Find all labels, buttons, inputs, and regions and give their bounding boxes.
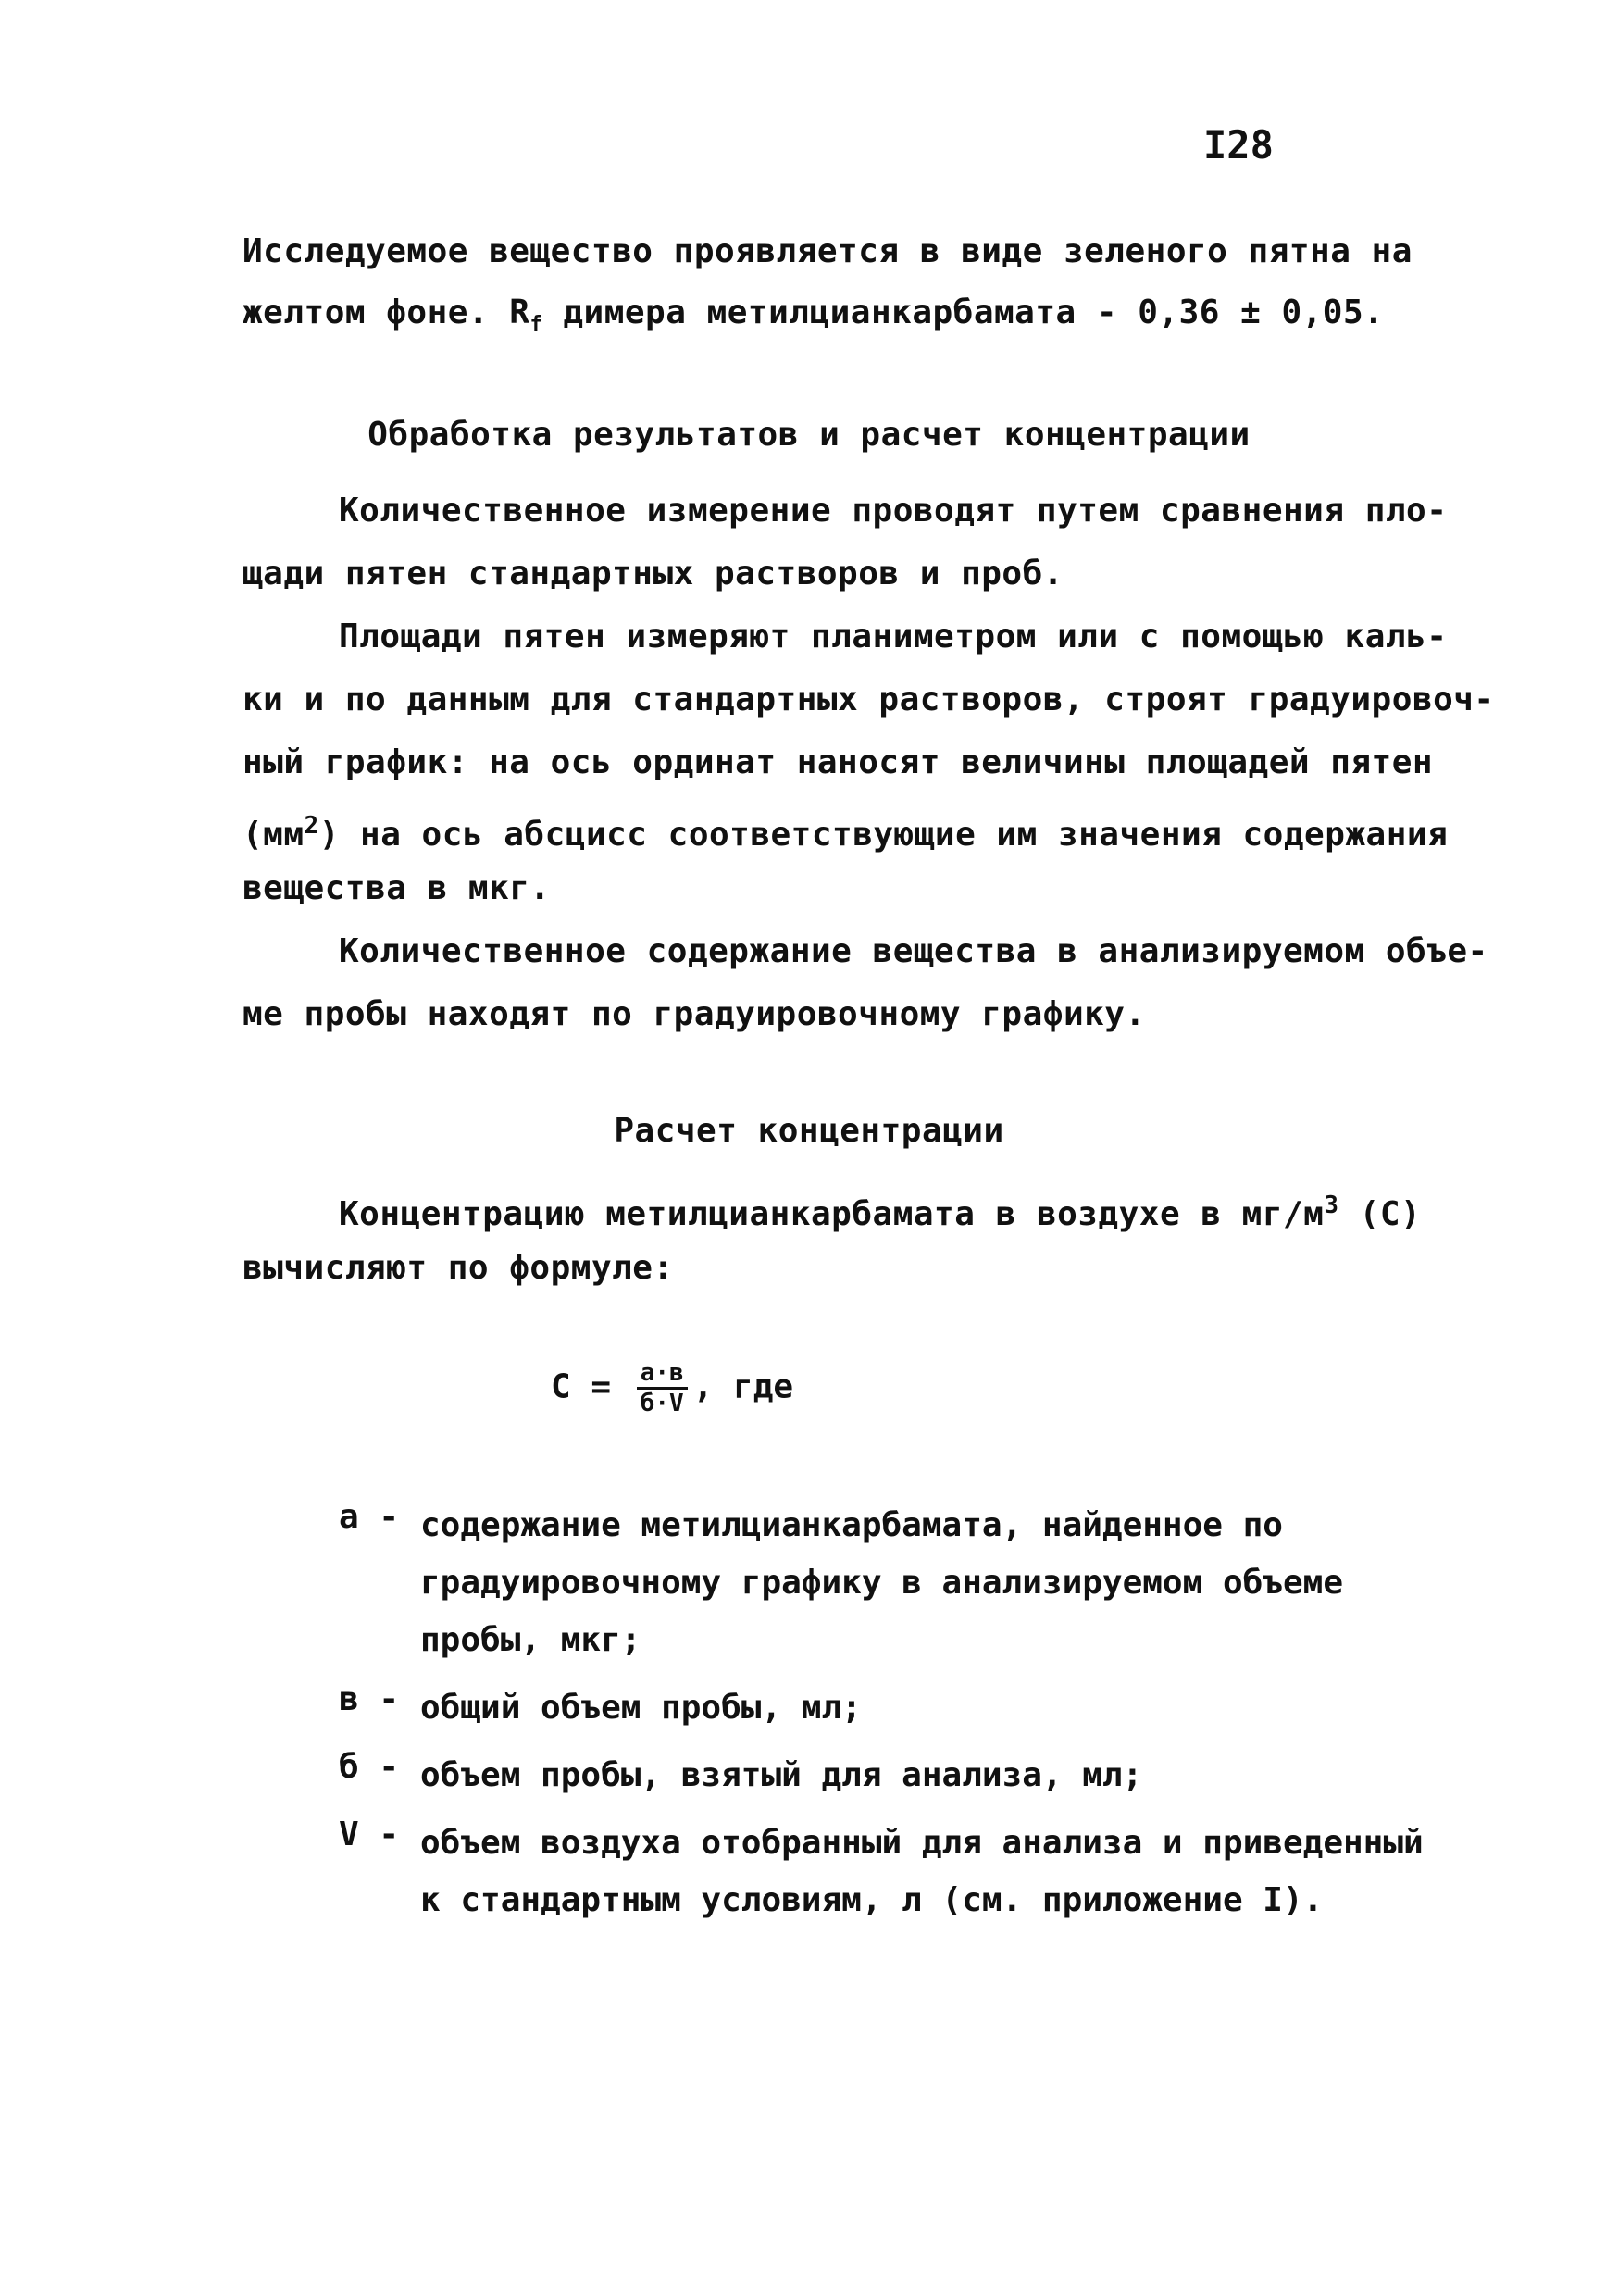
concentration-line-2: вычисляют по формуле: — [243, 1249, 674, 1287]
formula-lhs: С = — [551, 1367, 612, 1406]
units-open: (мм — [243, 816, 305, 854]
paragraph-2-line-2: ки и по данным для стандартных растворов, строят градуировоч- — [243, 680, 1495, 718]
definition-symbol: б - — [339, 1748, 400, 1786]
definition-item — [339, 1497, 1431, 1669]
formula-suffix: , где — [692, 1367, 794, 1406]
paragraph-2-line-5: вещества в мкг. — [243, 869, 551, 907]
paragraph-1-line-1: Количественное измерение проводят путем сравнения пло- — [339, 492, 1448, 530]
definition-text: объем пробы, взятый для анализа, мл; — [420, 1756, 1143, 1794]
paragraph-3-line-2: ме пробы находят по градуировочному графику. — [243, 995, 1146, 1033]
definition-symbol: а - — [339, 1498, 400, 1536]
definition-item — [339, 1679, 1431, 1737]
formula — [551, 1361, 793, 1416]
intro-line-1: Исследуемое вещество проявляется в виде зеленого пятна на — [243, 232, 1413, 270]
formula-fraction — [637, 1361, 688, 1416]
section-heading-processing: Обработка результатов и расчет концентрации — [367, 416, 1251, 454]
formula-denominator: б·V — [640, 1390, 684, 1417]
concentration-line-1 — [339, 1185, 1421, 1235]
paragraph-1-line-2: щади пятен стандартных растворов и проб. — [243, 555, 1064, 593]
intro-line-2-prefix: желтом фоне. R — [243, 293, 530, 331]
units-superscript: 2 — [304, 812, 319, 840]
page-number: I28 — [1203, 122, 1274, 168]
definition-text: объем воздуха отобранный для анализа и приведенный к стандартным условиям, л (см. приложение I). — [420, 1824, 1424, 1919]
intro-line-2-suffix: димера метилцианкарбамата - 0,36 ± 0,05. — [542, 293, 1385, 331]
units-rest: ) на ось абсцисс соответствующие им значения содержания — [318, 816, 1449, 854]
paragraph-2-line-4 — [243, 805, 1448, 855]
definition-symbol: V - — [339, 1816, 400, 1853]
concentration-symbol: (С) — [1338, 1195, 1422, 1233]
rf-subscript: f — [529, 313, 543, 337]
definition-symbol: в - — [339, 1680, 400, 1718]
section-heading-calculation: Расчет концентрации — [614, 1112, 1004, 1150]
cube-superscript: 3 — [1324, 1192, 1339, 1219]
paragraph-2-line-3: ный график: на ось ординат наносят величины площадей пятен — [243, 743, 1434, 781]
definition-text: общий объем пробы, мл; — [420, 1689, 862, 1727]
concentration-text: Концентрацию метилцианкарбамата в воздухе в мг/м — [339, 1195, 1325, 1233]
definitions-list — [339, 1498, 1431, 1948]
paragraph-3-line-1: Количественное содержание вещества в анализируемом объе- — [339, 932, 1488, 970]
definition-item — [339, 1747, 1431, 1804]
definition-item — [339, 1815, 1431, 1929]
paragraph-2-line-1: Площади пятен измеряют планиметром или с помощью каль- — [339, 618, 1448, 655]
intro-line-2 — [243, 293, 1384, 345]
definition-text: содержание метилцианкарбамата, найденное по градуировочному графику в анализируемом объеме пробы, мкг; — [420, 1506, 1343, 1659]
formula-numerator: а·в — [637, 1361, 688, 1390]
